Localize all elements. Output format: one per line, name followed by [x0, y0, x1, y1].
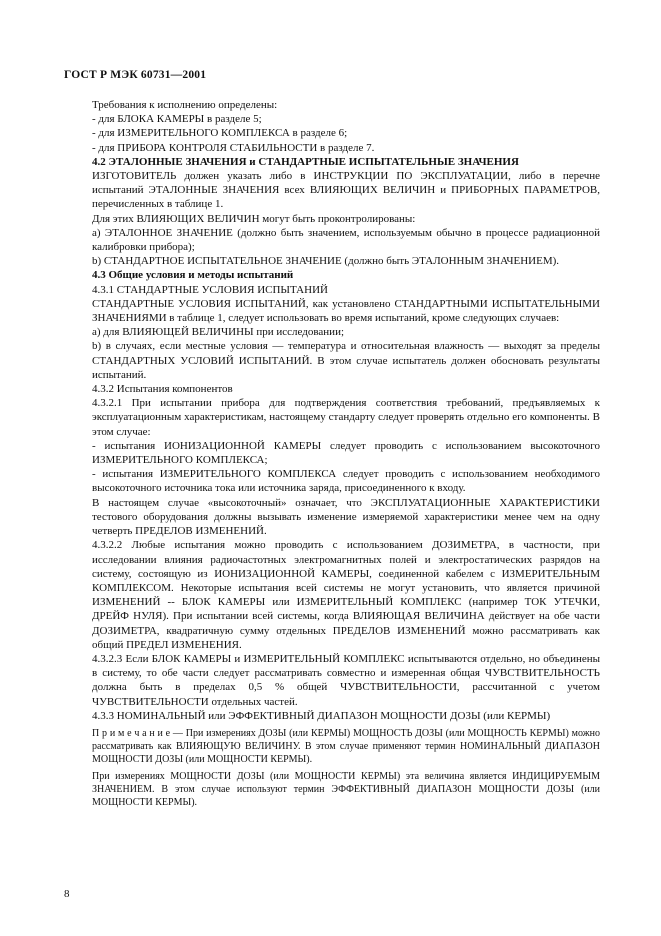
section-heading: 4.3 Общие условия и методы испытаний: [92, 269, 294, 282]
page-header: ГОСТ Р МЭК 60731—2001: [64, 69, 207, 81]
note-label: П р и м е ч а н и е —: [92, 727, 183, 739]
list-item: - для ПРИБОРА КОНТРОЛЯ СТАБИЛЬНОСТИ в разделе 7.: [92, 141, 375, 154]
paragraph: В настоящем случае «высокоточный» означает, что ЭКСПЛУАТАЦИОННЫЕ ХАРАКТЕРИСТИКИ тестового оборудования должны вызывать изменение измеряемой характеристики менее чем на одну четверть ПРЕДЕЛОВ ИЗМЕНЕНИЙ.: [92, 496, 600, 538]
list-item: b) в случаях, если местные условия — температура и относительная влажность — выходят за пределы СТАНДАРТНЫХ УСЛОВИЙ ИСПЫТАНИЙ. В этом случае испытатель должен обосновать результаты испытаний.: [92, 340, 600, 381]
paragraph: ИЗГОТОВИТЕЛЬ должен указать либо в ИНСТРУКЦИИ ПО ЭКСПЛУАТАЦИИ, либо в перечне испытаний ЭТАЛОННЫЕ ЗНАЧЕНИЯ всех ВЛИЯЮЩИХ ВЕЛИЧИН и ПРИБОРНЫХ ПАРАМЕТРОВ, перечисленных в таблице 1.: [92, 170, 600, 211]
note-text: При измерениях ДОЗЫ (или КЕРМЫ) МОЩНОСТЬ ДОЗЫ (или МОЩНОСТЬ КЕРМЫ) можно рассматривать как ВЛИЯЮЩУЮ ВЕЛИЧИНУ. В этом случае применяют термин НОМИНАЛЬНЫЙ ДИАПАЗОН МОЩНОСТИ ДОЗЫ (или МОЩНОСТИ КЕРМЫ).: [92, 727, 600, 765]
subsection-heading: 4.3.1 СТАНДАРТНЫЕ УСЛОВИЯ ИСПЫТАНИЙ: [92, 283, 328, 296]
subsection-heading: 4.3.2 Испытания компонентов: [92, 383, 233, 396]
list-item: а) ЭТАЛОННОЕ ЗНАЧЕНИЕ (должно быть значением, используемым обычно в процессе радиационной калибровки прибора);: [92, 226, 600, 254]
paragraph: 4.3.2.1 При испытании прибора для подтверждения соответствия требований, предъявляемых к эксплуатационным характеристикам, настоящему стандарту следует проверять отдельно его компоненты. В этом случае:: [92, 397, 600, 438]
list-item: b) СТАНДАРТНОЕ ИСПЫТАТЕЛЬНОЕ ЗНАЧЕНИЕ (должно быть ЭТАЛОННЫМ ЗНАЧЕНИЕМ).: [92, 255, 560, 268]
list-item: - испытания ИЗМЕРИТЕЛЬНОГО КОМПЛЕКСА следует проводить с использованием необходимого высокоточного источника тока или источника заряда, присоединенного к входу.: [92, 468, 600, 495]
list-item: - для ИЗМЕРИТЕЛЬНОГО КОМПЛЕКСА в разделе 6;: [92, 127, 348, 140]
note: [92, 727, 600, 766]
paragraph: Для этих ВЛИЯЮЩИХ ВЕЛИЧИН могут быть проконтролированы:: [92, 212, 416, 225]
list-item: - испытания ИОНИЗАЦИОННОЙ КАМЕРЫ следует проводить с использованием высокоточного ИЗМЕРИТЕЛЬНОГО КОМПЛЕКСА;: [92, 439, 600, 467]
subsection-heading: 4.3.3 НОМИНАЛЬНЫЙ или ЭФФЕКТИВНЫЙ ДИАПАЗОН МОЩНОСТИ ДОЗЫ (или КЕРМЫ): [92, 709, 551, 722]
paragraph: Требования к исполнению определены:: [92, 99, 278, 111]
paragraph: СТАНДАРТНЫЕ УСЛОВИЯ ИСПЫТАНИЙ, как установлено СТАНДАРТНЫМИ ИСПЫТАТЕЛЬНЫМИ ЗНАЧЕНИЯМИ в таблице 1, следует использовать во время испытаний, кроме следующих случаев:: [92, 297, 600, 325]
document-body: [92, 98, 600, 809]
section-heading: 4.2 ЭТАЛОННЫЕ ЗНАЧЕНИЯ и СТАНДАРТНЫЕ ИСПЫТАТЕЛЬНЫЕ ЗНАЧЕНИЯ: [92, 155, 519, 168]
list-item: - для БЛОКА КАМЕРЫ в разделе 5;: [92, 113, 262, 126]
page-number: 8: [64, 888, 70, 900]
paragraph: 4.3.2.3 Если БЛОК КАМЕРЫ и ИЗМЕРИТЕЛЬНЫЙ КОМПЛЕКС испытываются отдельно, но объединены в систему, то обе части следует рассматривать совместно и измеренная общая ЧУВСТВИТЕЛЬНОСТЬ должна быть в пределах 0,5 % общей ЧУВСТВИТЕЛЬНОСТИ, рассчитанной с учетом ЧУВСТВИТЕЛЬНОСТИ отдельных частей.: [92, 652, 600, 708]
paragraph: 4.3.2.2 Любые испытания можно проводить с использованием ДОЗИМЕТРА, в частности, при исследовании влияния радиочастотных электромагнитных полей и электростатических разрядов на систему, состоящую из ИОНИЗАЦИОННОЙ КАМЕРЫ, соединенной кабелем с ИЗМЕРИТЕЛЬНЫМ КОМПЛЕКСОМ. Некоторые испытания всей системы не могут установить, что является причиной ИЗМЕНЕНИЙ -- БЛОК КАМЕРЫ или ИЗМЕРИТЕЛЬНЫЙ КОМПЛЕКС (например ТОК УТЕЧКИ, ДРЕЙФ НУЛЯ). При испытании всей системы, когда ВЛИЯЮЩАЯ ВЕЛИЧИНА действует на обе части ДОЗИМЕТРА, квадратичную сумму отдельных ПРЕДЕЛОВ ИЗМЕНЕНИЙ можно рассматривать как общий ПРЕДЕЛ ИЗМЕНЕНИЯ.: [92, 539, 600, 651]
list-item: а) для ВЛИЯЮЩЕЙ ВЕЛИЧИНЫ при исследовании;: [92, 326, 345, 339]
note-continuation: При измерениях МОЩНОСТИ ДОЗЫ (или МОЩНОСТИ КЕРМЫ) эта величина является ИНДИЦИРУЕМЫМ ЗНАЧЕНИЕМ. В этом случае используют термин ЭФФЕКТИВНЫЙ ДИАПАЗОН МОЩНОСТИ ДОЗЫ (или МОЩНОСТИ КЕРМЫ).: [92, 770, 600, 808]
